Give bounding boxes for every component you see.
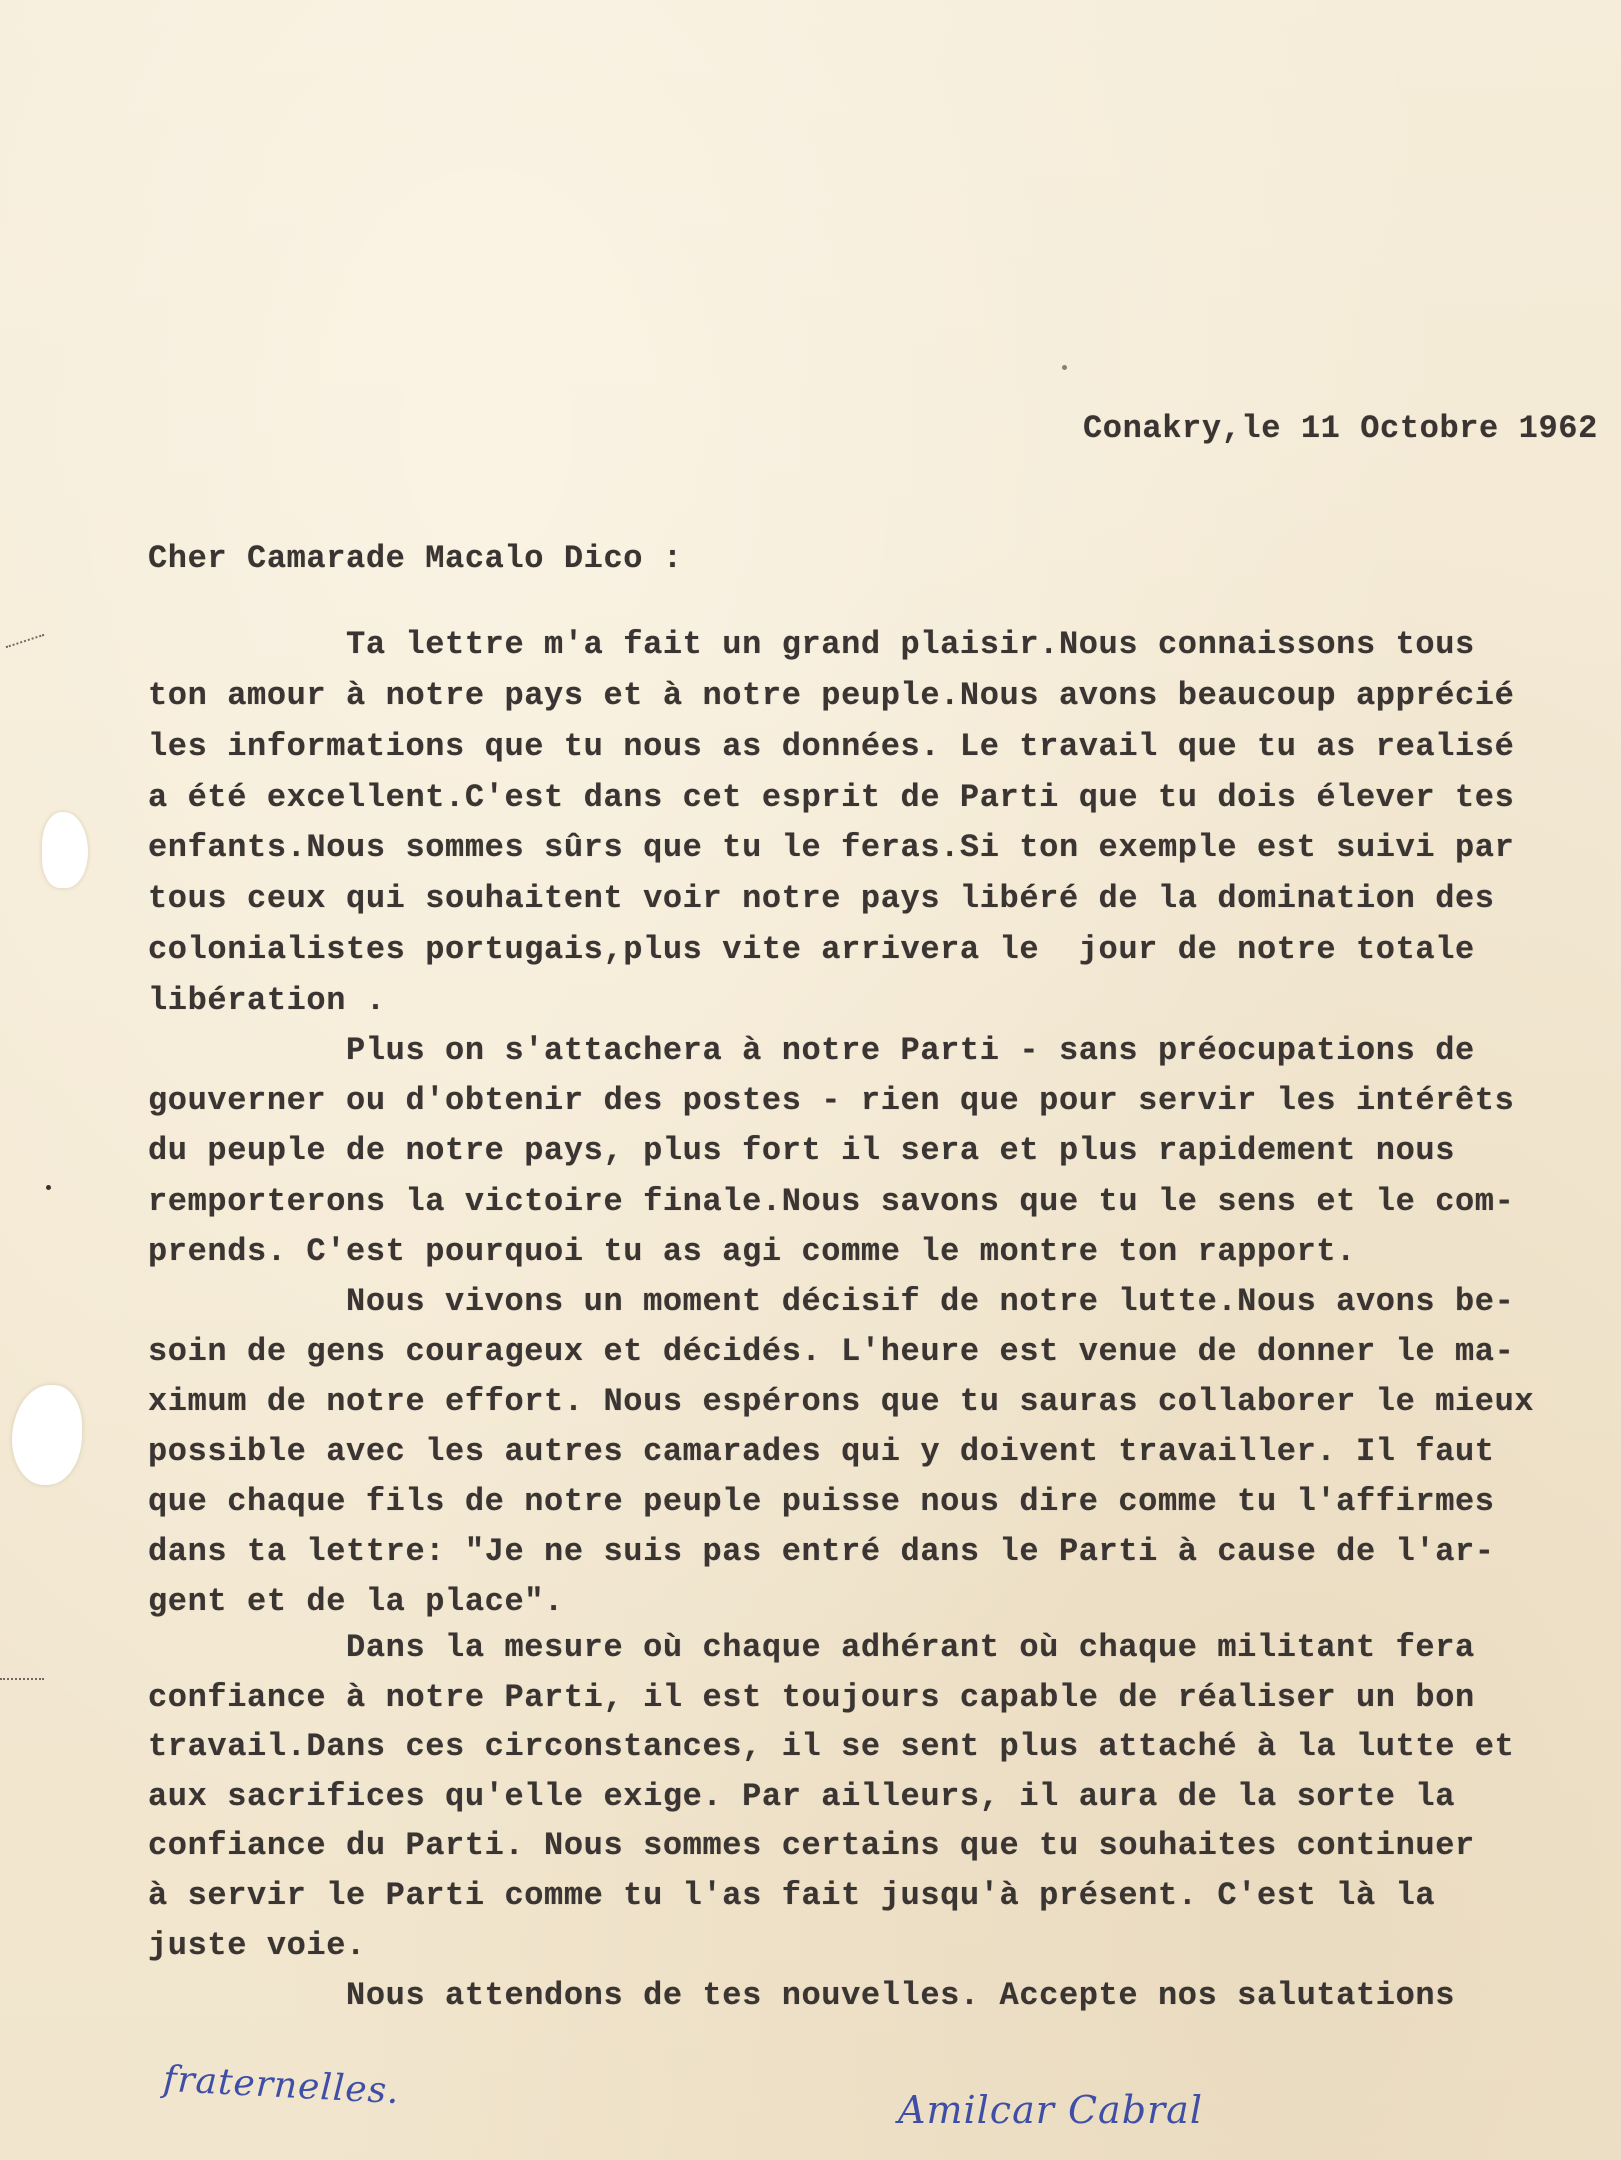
body-line: a été excellent.C'est dans cet esprit de Parti que tu dois élever tes xyxy=(148,779,1515,816)
binder-hole-torn xyxy=(12,1385,82,1485)
body-line: remporterons la victoire finale.Nous savons que tu le sens et le com- xyxy=(148,1183,1515,1220)
body-line: tous ceux qui souhaitent voir notre pays libéré de la domination des xyxy=(148,880,1495,917)
body-line: prends. C'est pourquoi tu as agi comme le montre ton rapport. xyxy=(148,1233,1356,1270)
body-line: confiance à notre Parti, il est toujours capable de réaliser un bon xyxy=(148,1679,1475,1716)
signature: Amilcar Cabral xyxy=(898,2088,1203,2132)
body-line: Plus on s'attachera à notre Parti - sans préocupations de xyxy=(148,1032,1475,1069)
margin-mark xyxy=(0,1678,44,1680)
body-line: que chaque fils de notre peuple puisse nous dire comme tu l'affirmes xyxy=(148,1483,1495,1520)
body-line: ximum de notre effort. Nous espérons que tu sauras collaborer le mieux xyxy=(148,1383,1535,1420)
body-line: Nous vivons un moment décisif de notre lutte.Nous avons be- xyxy=(148,1283,1515,1320)
body-line: du peuple de notre pays, plus fort il sera et plus rapidement nous xyxy=(148,1132,1456,1169)
body-line: ton amour à notre pays et à notre peuple.Nous avons beaucoup apprécié xyxy=(148,677,1515,714)
body-line: Nous attendons de tes nouvelles. Accepte nos salutations xyxy=(148,1977,1456,2014)
body-line: enfants.Nous sommes sûrs que tu le feras.Si ton exemple est suivi par xyxy=(148,829,1515,866)
ink-dot xyxy=(1062,365,1067,370)
handwritten-closing: fraternelles. xyxy=(162,2058,401,2113)
body-line: possible avec les autres camarades qui y doivent travailler. Il faut xyxy=(148,1433,1495,1470)
body-line: dans ta lettre: "Je ne suis pas entré dans le Parti à cause de l'ar- xyxy=(148,1533,1495,1570)
body-line: les informations que tu nous as données. Le travail que tu as realisé xyxy=(148,728,1515,765)
dateline: Conakry,le 11 Octobre 1962 xyxy=(1083,410,1598,447)
body-line: juste voie. xyxy=(148,1927,366,1964)
body-line: Ta lettre m'a fait un grand plaisir.Nous connaissons tous xyxy=(148,626,1475,663)
margin-dot xyxy=(46,1185,51,1190)
body-line: colonialistes portugais,plus vite arrivera le jour de notre totale xyxy=(148,931,1475,968)
body-line: travail.Dans ces circonstances, il se sent plus attaché à la lutte et xyxy=(148,1728,1515,1765)
margin-mark xyxy=(6,634,45,648)
body-line: gouverner ou d'obtenir des postes - rien que pour servir les intérêts xyxy=(148,1082,1515,1119)
body-line: à servir le Parti comme tu l'as fait jusqu'à présent. C'est là la xyxy=(148,1877,1436,1914)
salutation: Cher Camarade Macalo Dico : xyxy=(148,540,683,577)
body-line: soin de gens courageux et décidés. L'heure est venue de donner le ma- xyxy=(148,1333,1515,1370)
body-line: gent et de la place". xyxy=(148,1583,564,1620)
body-line: aux sacrifices qu'elle exige. Par ailleurs, il aura de la sorte la xyxy=(148,1778,1456,1815)
body-line: Dans la mesure où chaque adhérant où chaque militant fera xyxy=(148,1629,1475,1666)
body-line: libération . xyxy=(148,982,386,1019)
body-line: confiance du Parti. Nous sommes certains que tu souhaites continuer xyxy=(148,1827,1475,1864)
binder-hole xyxy=(42,812,88,888)
